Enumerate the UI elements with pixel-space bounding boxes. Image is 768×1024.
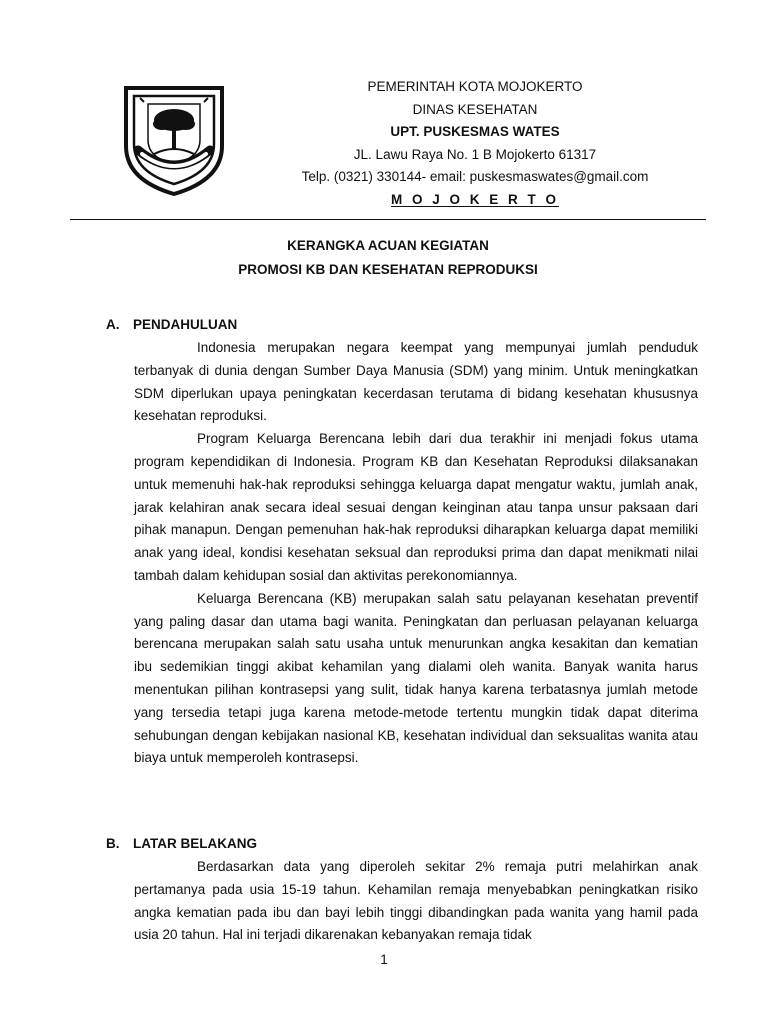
page-number: 1 xyxy=(380,952,388,967)
city-emblem-logo xyxy=(118,80,230,198)
section-heading-latar-belakang xyxy=(106,836,257,851)
section-body-latar-belakang xyxy=(134,856,698,947)
paragraph: Berdasarkan data yang diperoleh sekitar 2% remaja putri melahirkan anak pertamanya pada usia 15-19 tahun. Kehamilan remaja menyebabkan peningkatkan risiko angka kematian pada ibu dan bayi lebih tinggi dibandingkan pada wanita yang hamil pada usia 20 tahun. Hal ini terjadi dikarenakan kebanyakan remaja tidak xyxy=(134,859,698,943)
letterhead-department: DINAS KESEHATAN xyxy=(412,101,538,117)
letterhead xyxy=(260,76,690,211)
section-letter: A. xyxy=(106,317,120,332)
paragraph: Keluarga Berencana (KB) merupakan salah satu pelayanan kesehatan preventif yang paling dasar dan utama bagi wanita. Peningkatan dan perluasan pelayanan keluarga berencana merupakan salah satu usaha untuk menurunkan angka kesakitan dan kematian ibu sedemikian tinggi akibat kehamilan yang dialami oleh wanita. Banyak wanita harus menentukan pilihan kontrasepsi yang sulit, tidak hanya karena terbatasnya jumlah metode yang tersedia tetapi juga karena metode-metode tertentu mungkin tidak dapat diterima sehubungan dengan kebijakan nasional KB, kesehatan individual dan seksualitas wanita atau biaya untuk memperoleh kontrasepsi. xyxy=(134,590,698,766)
letterhead-unit: UPT. PUSKESMAS WATES xyxy=(390,124,560,139)
document-subtitle: PROMOSI KB DAN KESEHATAN REPRODUKSI xyxy=(238,262,538,277)
letterhead-address: JL. Lawu Raya No. 1 B Mojokerto 61317 xyxy=(353,146,597,162)
letterhead-contact: Telp. (0321) 330144- email: puskesmaswates@gmail.com xyxy=(301,169,649,184)
section-letter: B. xyxy=(106,836,120,851)
section-body-pendahuluan xyxy=(134,337,698,770)
section-title: LATAR BELAKANG xyxy=(133,836,257,851)
letterhead-divider xyxy=(70,219,706,220)
paragraph: Indonesia merupakan negara keempat yang mempunyai jumlah penduduk terbanyak di dunia dengan Sumber Daya Manusia (SDM) yang minim. Untuk meningkatkan SDM diperlukan upaya peningkatan kecerdasan terutama di bidang kesehatan khususnya kesehatan reproduksi. xyxy=(134,340,698,424)
document-title: KERANGKA ACUAN KEGIATAN xyxy=(287,238,489,253)
letterhead-city: M O J O K E R T O xyxy=(390,191,559,207)
letterhead-government: PEMERINTAH KOTA MOJOKERTO xyxy=(367,79,583,94)
section-heading-pendahuluan xyxy=(106,317,237,332)
paragraph: Program Keluarga Berencana lebih dari dua terakhir ini menjadi fokus utama program kependidikan di Indonesia. Program KB dan Kesehatan Reproduksi dilaksanakan untuk memenuhi hak-hak reproduksi sehingga keluarga dapat mengatur waktu, jumlah anak, jarak kelahiran anak secara ideal sesuai dengan keinginan atau tanpa unsur paksaan dari pihak manapun. Dengan pemenuhan hak-hak reproduksi diharapkan keluarga dapat memiliki anak yang ideal, kondisi kesehatan seksual dan reproduksi prima dan dapat menikmati nilai tambah dalam kehidupan sosial dan aktivitas perekonomiannya. xyxy=(134,431,698,583)
section-title: PENDAHULUAN xyxy=(133,317,238,332)
